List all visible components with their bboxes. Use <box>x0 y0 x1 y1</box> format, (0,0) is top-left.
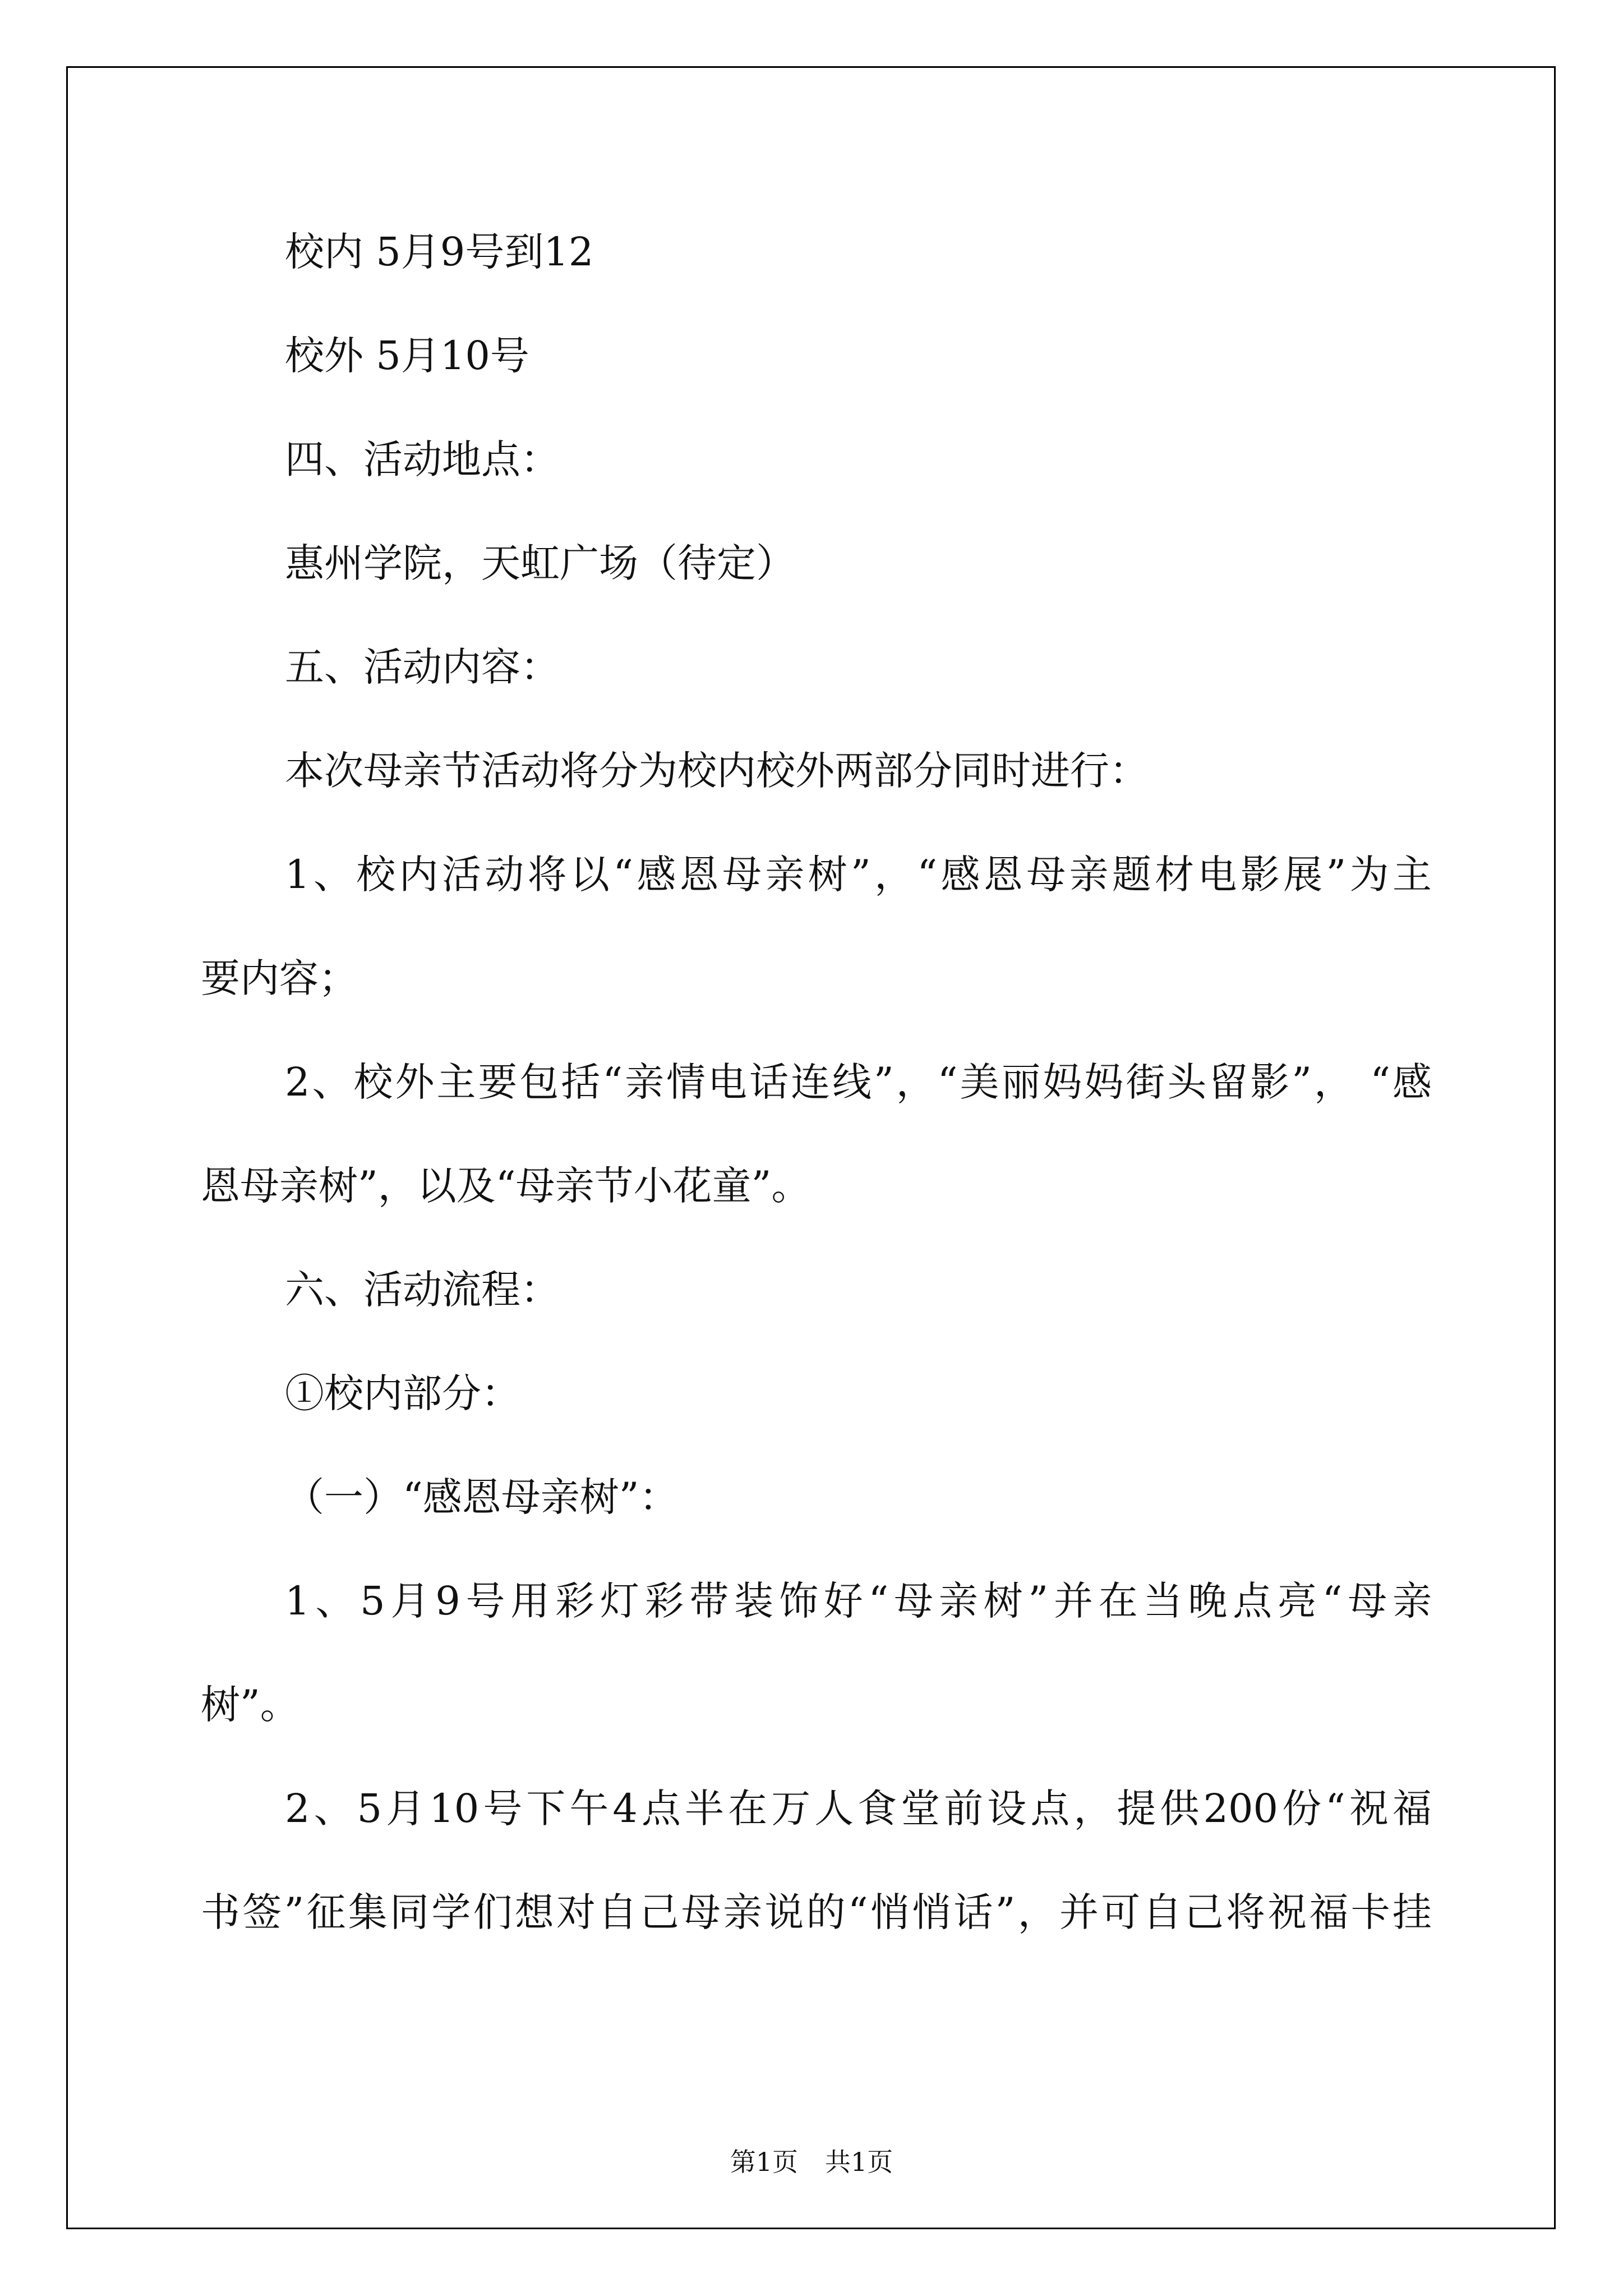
paragraph-location: 惠州学院，天虹广场（待定） <box>285 540 795 586</box>
page-number: 第1页 <box>730 2147 798 2177</box>
paragraph-content-item-2-line-2: 恩母亲树”，以及“母亲节小花童”。 <box>201 1163 811 1209</box>
subheading-gratitude-tree: （一）“感恩母亲树”： <box>285 1474 679 1520</box>
paragraph-date-off-campus: 校外 5月10号 <box>285 333 529 379</box>
paragraph-step-1-line-1: 1、5月9号用彩灯彩带装饰好“母亲树”并在当晚点亮“母亲 <box>285 1578 1432 1624</box>
heading-location: 四、活动地点： <box>285 436 560 482</box>
paragraph-step-1-line-2: 树”。 <box>201 1682 299 1728</box>
heading-process: 六、活动流程： <box>285 1267 560 1313</box>
subheading-on-campus: ①校内部分： <box>285 1370 520 1416</box>
paragraph-step-2-line-1: 2、5月10号下午4点半在万人食堂前设点，提供200份“祝福 <box>285 1786 1432 1832</box>
paragraph-content-intro: 本次母亲节活动将分为校内校外两部分同时进行： <box>285 748 1149 794</box>
page-footer <box>0 2142 1623 2179</box>
heading-content: 五、活动内容： <box>285 644 560 690</box>
total-pages: 共1页 <box>825 2147 893 2177</box>
paragraph-content-item-2-line-1: 2、校外主要包括“亲情电话连线”，“美丽妈妈街头留影”， “感 <box>285 1059 1432 1105</box>
paragraph-step-2-line-2: 书签”征集同学们想对自己母亲说的“悄悄话”，并可自己将祝福卡挂 <box>201 1889 1432 1935</box>
paragraph-content-item-1-line-1: 1、校内活动将以“感恩母亲树”，“感恩母亲题材电影展”为主 <box>285 852 1432 898</box>
paragraph-date-on-campus: 校内 5月9号到12 <box>285 229 594 275</box>
paragraph-content-item-1-line-2: 要内容； <box>201 955 358 1001</box>
